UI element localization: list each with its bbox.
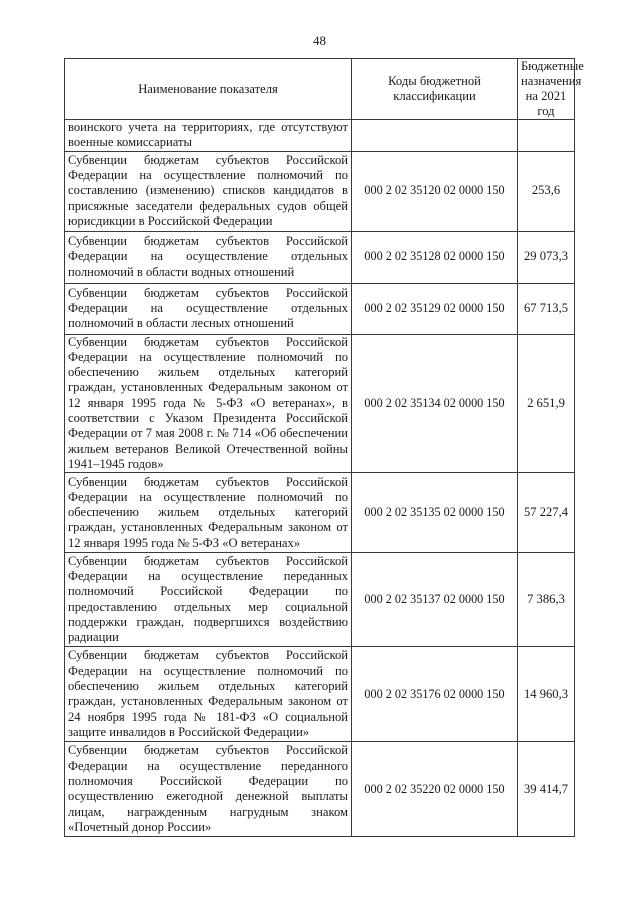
budget-code: 000 2 02 35176 02 0000 150 [352, 647, 518, 742]
budget-value: 67 713,5 [518, 283, 575, 334]
budget-code: 000 2 02 35137 02 0000 150 [352, 553, 518, 647]
indicator-name: Субвенции бюджетам субъектов Российской Федерации на осуществление переданных полномочий Российской Федерации по предоставлению отдельных мер социальной поддержки граждан, подвергшихся воздействию радиации [65, 553, 352, 647]
budget-code: 000 2 02 35135 02 0000 150 [352, 473, 518, 553]
budget-value: 14 960,3 [518, 647, 575, 742]
budget-code: 000 2 02 35129 02 0000 150 [352, 283, 518, 334]
header-value: Бюджетные назначения на 2021 год [518, 59, 575, 120]
table-row [65, 334, 575, 473]
indicator-name: Субвенции бюджетам субъектов Российской Федерации на осуществление полномочий по обеспечению жильем отдельных категорий граждан, установленных Федеральным законом от 12 января 1995 года № 5-ФЗ «О ветеранах» [65, 473, 352, 553]
budget-code: 000 2 02 35120 02 0000 150 [352, 151, 518, 231]
indicator-name: Субвенции бюджетам субъектов Российской Федерации на осуществление полномочий по обеспечению жильем отдельных категорий граждан, установленных Федеральным законом от 12 января 1995 года № 5-ФЗ «О ветеранах», в соответствии с Указом Президента Российской Федерации от 7 мая 2008 г. № 714 «Об обеспечении жильем ветеранов Великой Отечественной войны 1941–1945 годов» [65, 334, 352, 473]
budget-code [352, 120, 518, 152]
indicator-name: Субвенции бюджетам субъектов Российской Федерации на осуществление полномочий по составлению (изменению) списков кандидатов в присяжные заседатели федеральных судов общей юрисдикции в Российской Федерации [65, 151, 352, 231]
header-row [65, 59, 575, 120]
table-row [65, 647, 575, 742]
table-header [65, 59, 584, 120]
indicator-name: Субвенции бюджетам субъектов Российской Федерации на осуществление отдельных полномочий в области водных отношений [65, 231, 352, 283]
page-number: 48 [313, 33, 326, 48]
header-code: Коды бюджетной классификации [352, 59, 518, 120]
indicator-name: воинского учета на территориях, где отсутствуют военные комиссариаты [65, 120, 352, 152]
budget-code: 000 2 02 35128 02 0000 150 [352, 231, 518, 283]
budget-value [518, 120, 575, 152]
table-row [65, 742, 575, 837]
budget-value: 253,6 [518, 151, 575, 231]
indicator-name: Субвенции бюджетам субъектов Российской Федерации на осуществление отдельных полномочий в области лесных отношений [65, 283, 352, 334]
budget-code: 000 2 02 35220 02 0000 150 [352, 742, 518, 837]
indicator-name: Субвенции бюджетам субъектов Российской Федерации на осуществление переданного полномочия Российской Федерации по осуществлению ежегодной денежной выплаты лицам, награжденным нагрудным знаком «Почетный донор России» [65, 742, 352, 837]
budget-table [64, 58, 584, 837]
header-name: Наименование показателя [65, 59, 352, 120]
budget-value: 39 414,7 [518, 742, 575, 837]
indicator-name: Субвенции бюджетам субъектов Российской Федерации на осуществление полномочий по обеспечению жильем отдельных категорий граждан, установленных Федеральным законом от 24 ноября 1995 года № 181-ФЗ «О социальной защите инвалидов в Российской Федерации» [65, 647, 352, 742]
budget-code: 000 2 02 35134 02 0000 150 [352, 334, 518, 473]
table-row [65, 553, 575, 647]
table-row [65, 283, 575, 334]
table-row [65, 473, 575, 553]
table-row [65, 151, 575, 231]
budget-value: 7 386,3 [518, 553, 575, 647]
table-body [65, 120, 575, 837]
table-row [65, 120, 575, 152]
budget-value: 57 227,4 [518, 473, 575, 553]
budget-value: 2 651,9 [518, 334, 575, 473]
budget-value: 29 073,3 [518, 231, 575, 283]
table-row [65, 231, 575, 283]
